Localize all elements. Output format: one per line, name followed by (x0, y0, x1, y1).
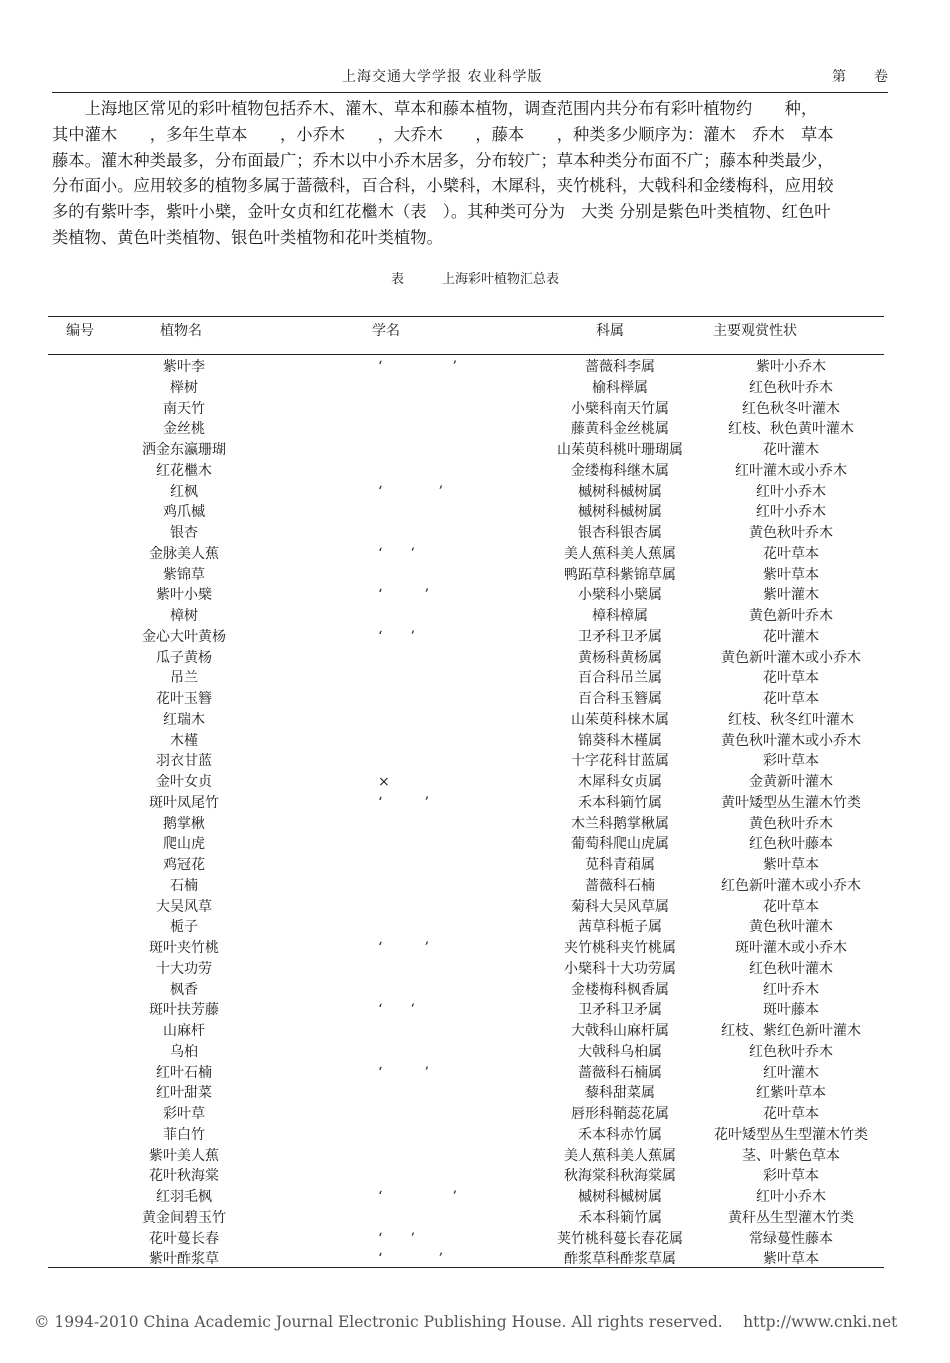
ornamental-trait-cell: 红紫叶草本 (756, 1085, 826, 1102)
plant-name-cell: 樟树 (170, 608, 198, 624)
table-row (48, 1063, 884, 1084)
family-genus-cell: 酢浆草科酢浆草属 (564, 1251, 676, 1268)
family-genus-cell: 蔷薇科李属 (585, 359, 655, 375)
ornamental-trait-cell: 花叶灌木 (763, 442, 819, 458)
plant-name-cell: 金丝桃 (163, 421, 205, 438)
ornamental-trait-cell: 红色秋叶乔木 (749, 379, 833, 396)
family-genus-cell: 锦葵科木槿属 (578, 732, 662, 749)
header-scientific-name: 学名 (372, 323, 400, 339)
plant-name-cell: 乌桕 (170, 1043, 198, 1060)
table-row (48, 814, 884, 835)
ornamental-trait-cell: 金黄新叶灌木 (749, 774, 833, 790)
paragraph-line: 分布面小。应用较多的植物多属于蔷薇科，百合科，小檗科，木犀科，夹竹桃科，大戟科和金缕梅科，应用较 (52, 176, 834, 196)
family-genus-cell: 美人蕉科美人蕉属 (564, 1147, 676, 1164)
plant-name-cell: 花叶蔓长春 (149, 1230, 219, 1247)
plant-name-cell: 山麻杆 (163, 1023, 205, 1039)
family-genus-cell: 禾本科赤竹属 (578, 1126, 662, 1143)
ornamental-trait-cell: 黄色秋叶灌木 (749, 919, 833, 936)
plant-name-cell: 洒金东瀛珊瑚 (142, 442, 226, 458)
ornamental-trait-cell: 红叶小乔木 (756, 504, 826, 521)
family-genus-cell: 蔷薇科石楠属 (578, 1064, 662, 1081)
ornamental-trait-cell: 红枝、秋冬红叶灌木 (728, 711, 854, 728)
scientific-name-cell: × (378, 774, 390, 790)
plant-name-cell: 斑叶凤尾竹 (149, 794, 219, 811)
family-genus-cell: 秋海棠科秋海棠属 (564, 1168, 676, 1185)
ornamental-trait-cell: 红叶灌木或小乔木 (735, 462, 847, 479)
table-row (48, 876, 884, 897)
volume-prefix: 第 (832, 69, 846, 85)
plant-name-cell: 十大功劳 (156, 960, 212, 977)
ornamental-trait-cell: 黄秆丛生型灌木竹类 (728, 1209, 854, 1226)
plant-name-cell: 大吴风草 (156, 898, 212, 915)
ornamental-trait-cell: 紫叶灌木 (763, 587, 819, 604)
table-row (48, 917, 884, 938)
family-genus-cell: 山茱萸科梾木属 (571, 711, 669, 728)
scientific-name-cell: ‘ ’ (378, 1002, 415, 1019)
plant-name-cell: 红枫 (170, 483, 198, 500)
table-row (48, 1229, 884, 1250)
family-genus-cell: 山茱萸科桃叶珊瑚属 (557, 442, 683, 458)
family-genus-cell: 菊科大吴风草属 (571, 898, 669, 915)
header-family-genus: 科属 (596, 323, 624, 339)
plant-name-cell: 金叶女贞 (156, 774, 212, 790)
ornamental-trait-cell: 花叶矮型丛生型灌木竹类 (714, 1126, 868, 1143)
plant-name-cell: 金脉美人蕉 (149, 545, 219, 562)
plant-name-cell: 斑叶扶芳藤 (149, 1002, 219, 1019)
plant-name-cell: 枫香 (170, 981, 198, 998)
plant-name-cell: 彩叶草 (163, 1106, 205, 1122)
table-row (48, 772, 884, 793)
plant-name-cell: 花叶玉簪 (156, 691, 212, 707)
plant-name-cell: 花叶秋海棠 (149, 1168, 219, 1185)
table-row (48, 461, 884, 482)
copyright-footer: © 1994-2010 China Academic Journal Electronic Publishing House. All rights reserved. http://www.cnki.net (34, 1313, 898, 1331)
plant-name-cell: 榉树 (170, 379, 198, 396)
table-row (48, 959, 884, 980)
family-genus-cell: 大戟科乌桕属 (578, 1043, 662, 1060)
ornamental-trait-cell: 红色秋冬叶灌木 (742, 400, 840, 417)
table-row (48, 544, 884, 565)
table-row (48, 710, 884, 731)
ornamental-trait-cell: 彩叶草本 (763, 753, 819, 770)
table-row (48, 502, 884, 523)
plant-name-cell: 爬山虎 (163, 836, 205, 853)
ornamental-trait-cell: 彩叶草本 (763, 1168, 819, 1185)
family-genus-cell: 银杏科银杏属 (578, 525, 662, 541)
ornamental-trait-cell: 花叶灌木 (763, 628, 819, 645)
table-row (48, 606, 884, 627)
ornamental-trait-cell: 红色秋叶灌木 (749, 960, 833, 977)
plant-name-cell: 紫叶美人蕉 (149, 1147, 219, 1164)
table-row (48, 1146, 884, 1167)
plant-name-cell: 木槿 (170, 732, 198, 749)
ornamental-trait-cell: 花叶草本 (763, 670, 819, 687)
table-row (48, 1187, 884, 1208)
family-genus-cell: 蔷薇科石楠 (585, 877, 655, 894)
family-genus-cell: 卫矛科卫矛属 (578, 1002, 662, 1019)
volume-label (804, 66, 888, 86)
table-title: 上海彩叶植物汇总表 (442, 272, 560, 287)
ornamental-trait-cell: 黄色新叶灌木或小乔木 (721, 649, 861, 666)
ornamental-trait-cell: 红枝、秋色黄叶灌木 (728, 421, 854, 438)
ornamental-trait-cell: 黄叶矮型丛生灌木竹类 (721, 794, 861, 811)
family-genus-cell: 卫矛科卫矛属 (578, 628, 662, 645)
scientific-name-cell: ‘ ’ (378, 483, 443, 500)
table-row (48, 399, 884, 420)
plant-name-cell: 金心大叶黄杨 (142, 628, 226, 645)
ornamental-trait-cell: 黄色秋叶灌木或小乔木 (721, 732, 861, 749)
family-genus-cell: 百合科吊兰属 (578, 670, 662, 687)
plant-name-cell: 紫叶酢浆草 (149, 1251, 219, 1268)
family-genus-cell: 槭树科槭树属 (578, 504, 662, 521)
volume-suffix: 卷 (874, 69, 888, 85)
ornamental-trait-cell: 红叶乔木 (763, 981, 819, 998)
paragraph-line: 藤本。灌木种类最多，分布面最广；乔木以中小乔木居多，分布较广；草本种类分布面不广；藤本种类最少， (52, 150, 834, 170)
family-genus-cell: 木兰科鹅掌楸属 (571, 815, 669, 832)
scientific-name-cell: ‘ ’ (378, 587, 429, 604)
table-caption (0, 268, 950, 287)
family-genus-cell: 小檗科南天竹属 (571, 400, 669, 417)
plant-name-cell: 栀子 (170, 919, 198, 936)
scientific-name-cell: ‘ ’ (378, 1251, 443, 1268)
ornamental-trait-cell: 花叶草本 (763, 898, 819, 915)
ornamental-trait-cell: 花叶草本 (763, 691, 819, 707)
ornamental-trait-cell: 紫叶草本 (763, 566, 819, 583)
table-row (48, 1104, 884, 1125)
table-row (48, 357, 884, 378)
plant-name-cell: 鹅掌楸 (163, 815, 205, 832)
table-row (48, 668, 884, 689)
table-row (48, 482, 884, 503)
header-ornamental-trait: 主要观赏性状 (713, 323, 797, 339)
plant-name-cell: 红瑞木 (163, 711, 205, 728)
family-genus-cell: 槭树科槭树属 (578, 483, 662, 500)
ornamental-trait-cell: 黄色新叶乔木 (749, 608, 833, 624)
family-genus-cell: 黄杨科黄杨属 (578, 649, 662, 666)
ornamental-trait-cell: 紫叶草本 (763, 1251, 819, 1268)
body-paragraph (52, 96, 892, 251)
ornamental-trait-cell: 花叶草本 (763, 1106, 819, 1122)
table-row (48, 938, 884, 959)
plant-name-cell: 紫锦草 (163, 566, 205, 583)
table-row (48, 1083, 884, 1104)
table-row (48, 523, 884, 544)
plant-name-cell: 菲白竹 (163, 1126, 205, 1143)
running-header (52, 62, 888, 93)
header-id: 编号 (66, 323, 94, 339)
table-row (48, 855, 884, 876)
family-genus-cell: 夹竹桃科夹竹桃属 (564, 940, 676, 956)
ornamental-trait-cell: 斑叶灌木或小乔木 (735, 940, 847, 956)
paragraph-line: 上海地区常见的彩叶植物包括乔木、灌木、草本和藤本植物，调查范围内共分布有彩叶植物约 种， (52, 99, 818, 118)
plant-name-cell: 紫叶李 (163, 359, 205, 375)
ornamental-trait-cell: 茎、叶紫色草本 (742, 1147, 840, 1164)
table-row (48, 689, 884, 710)
family-genus-cell: 美人蕉科美人蕉属 (564, 545, 676, 562)
family-genus-cell: 茜草科栀子属 (578, 919, 662, 936)
plant-name-cell: 红花檵木 (156, 462, 212, 479)
scientific-name-cell: ‘ ’ (378, 628, 415, 645)
ornamental-trait-cell: 紫叶草本 (763, 857, 819, 873)
family-genus-cell: 唇形科鞘蕊花属 (571, 1106, 669, 1122)
plant-name-cell: 瓜子黄杨 (156, 649, 212, 666)
ornamental-trait-cell: 红叶小乔木 (756, 483, 826, 500)
ornamental-trait-cell: 紫叶小乔木 (756, 359, 826, 375)
table-row (48, 648, 884, 669)
table-row (48, 751, 884, 772)
table-row (48, 378, 884, 399)
plant-name-cell: 红叶甜菜 (156, 1085, 212, 1102)
journal-name: 上海交通大学学报 农业科学版 (342, 69, 543, 85)
table-row (48, 627, 884, 648)
ornamental-trait-cell: 黄色秋叶乔木 (749, 815, 833, 832)
plant-name-cell: 黄金间碧玉竹 (142, 1209, 226, 1226)
paragraph-line: 多的有紫叶李，紫叶小檗，金叶女贞和红花檵木（表 ）。其种类可分为 大类 分别是紫色叶类植物、红色叶 (52, 202, 831, 222)
ornamental-trait-cell: 红色秋叶乔木 (749, 1043, 833, 1060)
ornamental-trait-cell: 红叶灌木 (763, 1064, 819, 1081)
ornamental-trait-cell: 红枝、紫红色新叶灌木 (721, 1023, 861, 1039)
ornamental-trait-cell: 常绿蔓性藤本 (749, 1230, 833, 1247)
scientific-name-cell: ‘ ’ (378, 545, 415, 562)
table-label: 表 (390, 272, 404, 287)
scientific-name-cell: ‘ ’ (378, 359, 457, 375)
plant-name-cell: 红叶石楠 (156, 1064, 212, 1081)
scientific-name-cell: ‘ ’ (378, 1230, 415, 1247)
table-bottom-rule (48, 1267, 884, 1268)
ornamental-trait-cell: 红色新叶灌木或小乔木 (721, 877, 861, 894)
family-genus-cell: 荚竹桃科蔓长春花属 (557, 1230, 683, 1247)
table-row (48, 1166, 884, 1187)
family-genus-cell: 樟科樟属 (592, 608, 648, 624)
family-genus-cell: 禾本科箣竹属 (578, 1209, 662, 1226)
plant-name-cell: 银杏 (170, 525, 198, 541)
family-genus-cell: 大戟科山麻杆属 (571, 1023, 669, 1039)
plant-name-cell: 斑叶夹竹桃 (149, 940, 219, 956)
table-row (48, 1021, 884, 1042)
plant-name-cell: 紫叶小檗 (156, 587, 212, 604)
plant-name-cell: 鸡爪槭 (163, 504, 205, 521)
scientific-name-cell: ‘ ’ (378, 1189, 457, 1205)
table-row (48, 1208, 884, 1229)
family-genus-cell: 葡萄科爬山虎属 (571, 836, 669, 853)
table-row (48, 440, 884, 461)
table-body (48, 357, 884, 1270)
family-genus-cell: 槭树科槭树属 (578, 1189, 662, 1205)
family-genus-cell: 百合科玉簪属 (578, 691, 662, 707)
table-row (48, 793, 884, 814)
ornamental-trait-cell: 斑叶藤本 (763, 1002, 819, 1019)
table-row (48, 1042, 884, 1063)
ornamental-trait-cell: 红叶小乔木 (756, 1189, 826, 1205)
plant-name-cell: 鸡冠花 (163, 857, 205, 873)
table-row (48, 585, 884, 606)
table-row (48, 834, 884, 855)
family-genus-cell: 金缕梅科继木属 (571, 462, 669, 479)
header-plant-name: 植物名 (160, 323, 202, 339)
table-row (48, 731, 884, 752)
family-genus-cell: 苋科青葙属 (585, 857, 655, 873)
table-row (48, 980, 884, 1001)
family-genus-cell: 木犀科女贞属 (578, 774, 662, 790)
table-row (48, 1125, 884, 1146)
table-row (48, 419, 884, 440)
ornamental-trait-cell: 花叶草本 (763, 545, 819, 562)
scientific-name-cell: ‘ ’ (378, 940, 429, 956)
table-row (48, 1000, 884, 1021)
plant-name-cell: 南天竹 (163, 400, 205, 417)
family-genus-cell: 小檗科十大功劳属 (564, 960, 676, 977)
scientific-name-cell: ‘ ’ (378, 794, 429, 811)
scientific-name-cell: ‘ ’ (378, 1064, 429, 1081)
plant-name-cell: 羽衣甘蓝 (156, 753, 212, 770)
plant-name-cell: 红羽毛枫 (156, 1189, 212, 1205)
family-genus-cell: 藤黄科金丝桃属 (571, 421, 669, 438)
paragraph-line: 其中灌木 ，多年生草本 ，小乔木 ，大乔木 ，藤本 ，种类多少顺序为：灌木 乔木 草本 (52, 124, 834, 144)
family-genus-cell: 藜科甜菜属 (585, 1085, 655, 1102)
ornamental-trait-cell: 黄色秋叶乔木 (749, 525, 833, 541)
table-top-rule (48, 316, 884, 317)
paragraph-line: 类植物、黄色叶类植物、银色叶类植物和花叶类植物。 (52, 227, 443, 247)
table-row (48, 565, 884, 586)
family-genus-cell: 禾本科箣竹属 (578, 794, 662, 811)
table-row (48, 897, 884, 918)
plant-name-cell: 吊兰 (170, 670, 198, 687)
ornamental-trait-cell: 红色秋叶藤本 (749, 836, 833, 853)
family-genus-cell: 鸭跖草科紫锦草属 (564, 566, 676, 583)
family-genus-cell: 小檗科小檗属 (578, 587, 662, 604)
plant-name-cell: 石楠 (170, 877, 198, 894)
table-header-rule (48, 354, 884, 355)
family-genus-cell: 榆科榉属 (592, 379, 648, 396)
family-genus-cell: 十字花科甘蓝属 (571, 753, 669, 770)
family-genus-cell: 金楼梅科枫香属 (571, 981, 669, 998)
